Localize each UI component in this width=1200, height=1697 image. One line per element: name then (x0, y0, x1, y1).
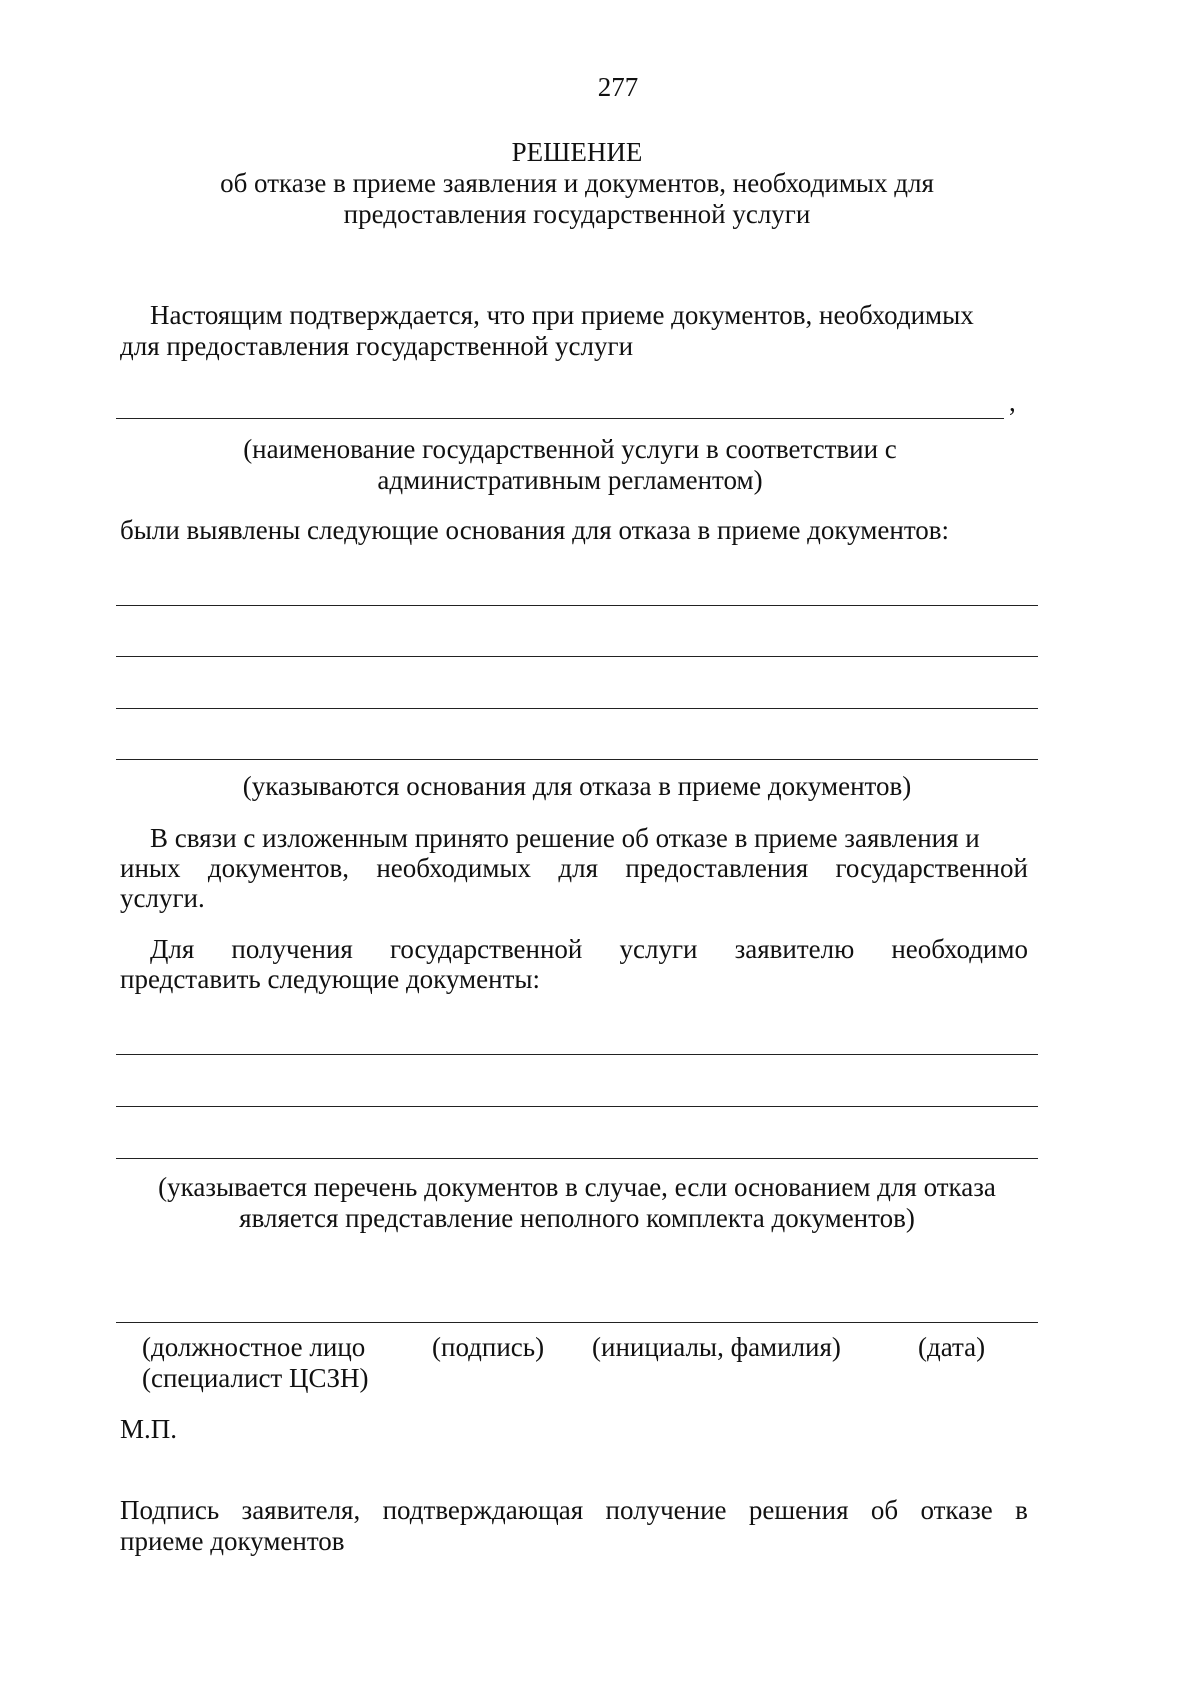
applicant-word: в (1015, 1495, 1028, 1525)
decision-word: для (558, 853, 599, 883)
documents-field-line[interactable] (116, 1054, 1038, 1055)
intro-line2: для предоставления государственной услуги (120, 331, 634, 361)
required-word: услуги (619, 934, 698, 964)
required-word: получения (231, 934, 353, 964)
date-caption: (дата) (918, 1332, 986, 1362)
applicant-word: заявителя, (241, 1495, 361, 1525)
applicant-word: решения (748, 1495, 849, 1525)
required-word: государственной (389, 934, 583, 964)
service-name-field[interactable] (116, 418, 1004, 419)
signature-caption: (подпись) (432, 1332, 545, 1362)
required-line1 (150, 934, 1028, 965)
intro-line1: Настоящим подтверждается, что при приеме документов, необходимых (150, 300, 974, 330)
applicant-word: получение (605, 1495, 727, 1525)
service-caption-line2: административным регламентом) (377, 465, 763, 495)
document-subtitle-line1: об отказе в приеме заявления и документов, необходимых для (220, 168, 934, 198)
grounds-field-line[interactable] (116, 656, 1038, 657)
official-caption-line1: (должностное лицо (142, 1332, 366, 1362)
decision-line2 (120, 853, 1028, 884)
decision-word: необходимых (376, 853, 532, 883)
signature-field-line[interactable] (116, 1322, 1038, 1323)
initials-caption: (инициалы, фамилия) (592, 1332, 841, 1362)
official-caption-line2: (специалист ЦСЗН) (142, 1363, 369, 1393)
page-number: 277 (597, 72, 639, 102)
stamp-label: М.П. (120, 1414, 178, 1444)
grounds-field-line[interactable] (116, 605, 1038, 606)
decision-word: документов, (207, 853, 349, 883)
required-word: необходимо (891, 934, 1028, 964)
decision-line1: В связи с изложенным принято решение об отказе в приеме заявления и (150, 823, 980, 853)
grounds-caption: (указываются основания для отказа в приеме документов) (242, 771, 912, 801)
documents-caption-line2: является представление неполного комплекта документов) (239, 1203, 915, 1233)
documents-field-line[interactable] (116, 1106, 1038, 1107)
decision-line3: услуги. (120, 883, 205, 913)
documents-caption-line1: (указывается перечень документов в случае, если основанием для отказа (158, 1172, 996, 1202)
applicant-word: подтверждающая (382, 1495, 584, 1525)
grounds-field-line[interactable] (116, 708, 1038, 709)
grounds-field-line[interactable] (116, 759, 1038, 760)
applicant-word: отказе (920, 1495, 993, 1525)
required-line2: представить следующие документы: (120, 964, 541, 994)
document-title: РЕШЕНИЕ (511, 137, 643, 167)
decision-word: государственной (835, 853, 1028, 883)
service-name-comma: , (1009, 387, 1016, 417)
applicant-line1 (120, 1495, 1028, 1526)
required-word: заявителю (734, 934, 855, 964)
required-word: Для (150, 934, 195, 964)
decision-word: предоставления (625, 853, 809, 883)
decision-word: иных (120, 853, 181, 883)
applicant-word: об (870, 1495, 899, 1525)
grounds-intro: были выявлены следующие основания для отказа в приеме документов: (120, 515, 950, 545)
applicant-word: Подпись (120, 1495, 220, 1525)
document-subtitle-line2: предоставления государственной услуги (343, 199, 811, 229)
applicant-line2: приеме документов (120, 1526, 345, 1556)
documents-field-line[interactable] (116, 1158, 1038, 1159)
service-caption-line1: (наименование государственной услуги в соответствии с (243, 434, 897, 464)
